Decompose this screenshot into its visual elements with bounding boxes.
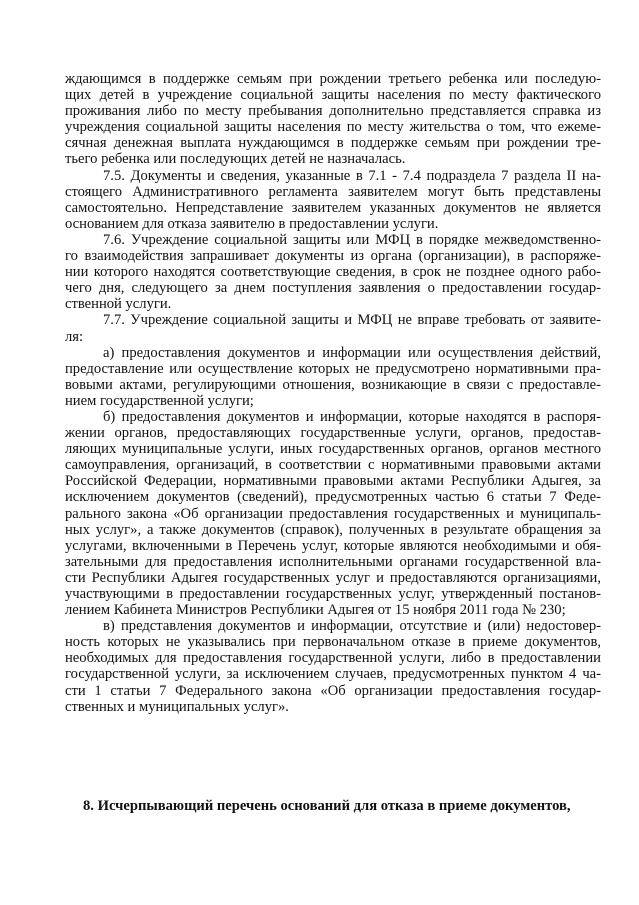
text-line: жении органов, предоставляющих государственные услуги, органов, предостав- [65, 425, 601, 442]
text-line: необходимых для предоставления государственной услуги, либо в предоставлении [65, 650, 601, 667]
text-line: ственных и муниципальных услуг». [65, 698, 289, 715]
paragraph [65, 168, 601, 232]
paragraph [65, 618, 601, 715]
text-line: 7.6. Учреждение социальной защиты или МФЦ в порядке межведомственно- [103, 231, 601, 248]
text-line: стоящего Административного регламента заявителем могут быть представлены [65, 183, 601, 200]
text-line: сячная денежная выплата нуждающимся в поддержке семьям при рождении тре- [65, 135, 601, 152]
text-line: нии которого находятся соответствующие сведения, в срок не позднее одного рабо- [65, 264, 601, 281]
text-line: го взаимодействия запрашивает документы из органа (организации), в распоряже- [65, 248, 601, 265]
paragraph [65, 232, 601, 312]
paragraph [65, 71, 601, 168]
text-line: лением Кабинета Министров Республики Адыгея от 15 ноября 2011 года № 230; [65, 602, 566, 619]
text-line: Российской Федерации, нормативными правовыми актами Республики Адыгея, за [65, 473, 601, 490]
text-line: услугами, включенными в Перечень услуг, которые являются необходимыми и обя- [65, 537, 601, 554]
text-line: сти Республики Адыгея государственных услуг и предоставляются организациями, [65, 569, 601, 586]
text-line: нием государственной услуги; [65, 392, 254, 409]
text-line: участвующими в предоставлении государственных услуг, утвержденный постанов- [65, 586, 601, 602]
text-line: 7.5. Документы и сведения, указанные в 7.1 - 7.4 подраздела 7 раздела II на- [103, 167, 601, 184]
text-line: проживания либо по месту пребывания дополнительно представляется справка из [65, 103, 601, 120]
text-line: ждающимся в поддержке семьям при рождении третьего ребенка или последую- [65, 71, 601, 87]
paragraph [65, 345, 601, 409]
text-line: в) представления документов и информации, отсутствие и (или) недостовер- [103, 618, 601, 635]
text-line: щих детей в учреждение социальной защиты населения по месту фактического [65, 87, 601, 104]
text-line: сти 1 статьи 7 Федерального закона «Об организации предоставления государ- [65, 682, 601, 699]
text-line: а) предоставления документов и информации или осуществления действий, [103, 344, 601, 361]
text-line: чего дня, следующего за днем поступления заявления о предоставлении государ- [65, 280, 601, 297]
section-heading: 8. Исчерпывающий перечень оснований для отказа в приеме документов, [83, 798, 571, 814]
text-line: исключением документов (сведений), предусмотренных частью 6 статьи 7 Феде- [65, 489, 601, 506]
text-line: ляющих муниципальные услуги, иных государственных органов, органов местного [65, 441, 601, 458]
text-line: ля: [65, 328, 84, 345]
text-line: учреждения социальной защиты населения по месту жительства о том, что ежеме- [65, 119, 601, 136]
text-line: основанием для отказа заявителю в предоставлении услуги. [65, 215, 439, 232]
document-body [65, 71, 601, 715]
text-line: предоставление или осуществление которых не предусмотрено нормативными пра- [65, 360, 601, 377]
text-line: ственной услуги. [65, 296, 172, 313]
text-line: 7.7. Учреждение социальной защиты и МФЦ не вправе требовать от заявите- [103, 312, 601, 329]
text-line: рального закона «Об организации предоставления государственных и муниципаль- [65, 505, 601, 522]
text-line: вовыми актами, регулирующими отношения, возникающие в связи с предоставле- [65, 376, 601, 393]
text-line: б) предоставления документов и информации, которые находятся в распоря- [103, 408, 601, 425]
paragraph [65, 409, 601, 618]
paragraph [65, 312, 601, 344]
text-line: тьего ребенка или последующих детей не назначалась. [65, 151, 406, 168]
text-line: государственной услуги, за исключением случаев, предусмотренных пунктом 4 ча- [65, 666, 601, 683]
text-line: ных услуг», а также документов (справок), полученных в результате обращения за [65, 521, 601, 538]
text-line: ность которых не указывались при первоначальном отказе в приеме документов, [65, 634, 601, 651]
text-line: самостоятельно. Непредставление заявителем указанных документов не является [65, 199, 601, 216]
text-line: самоуправления, организаций, в соответствии с нормативными правовыми актами [65, 457, 601, 474]
text-line: зательными для предоставления исполнительными органами государственной вла- [65, 553, 601, 570]
